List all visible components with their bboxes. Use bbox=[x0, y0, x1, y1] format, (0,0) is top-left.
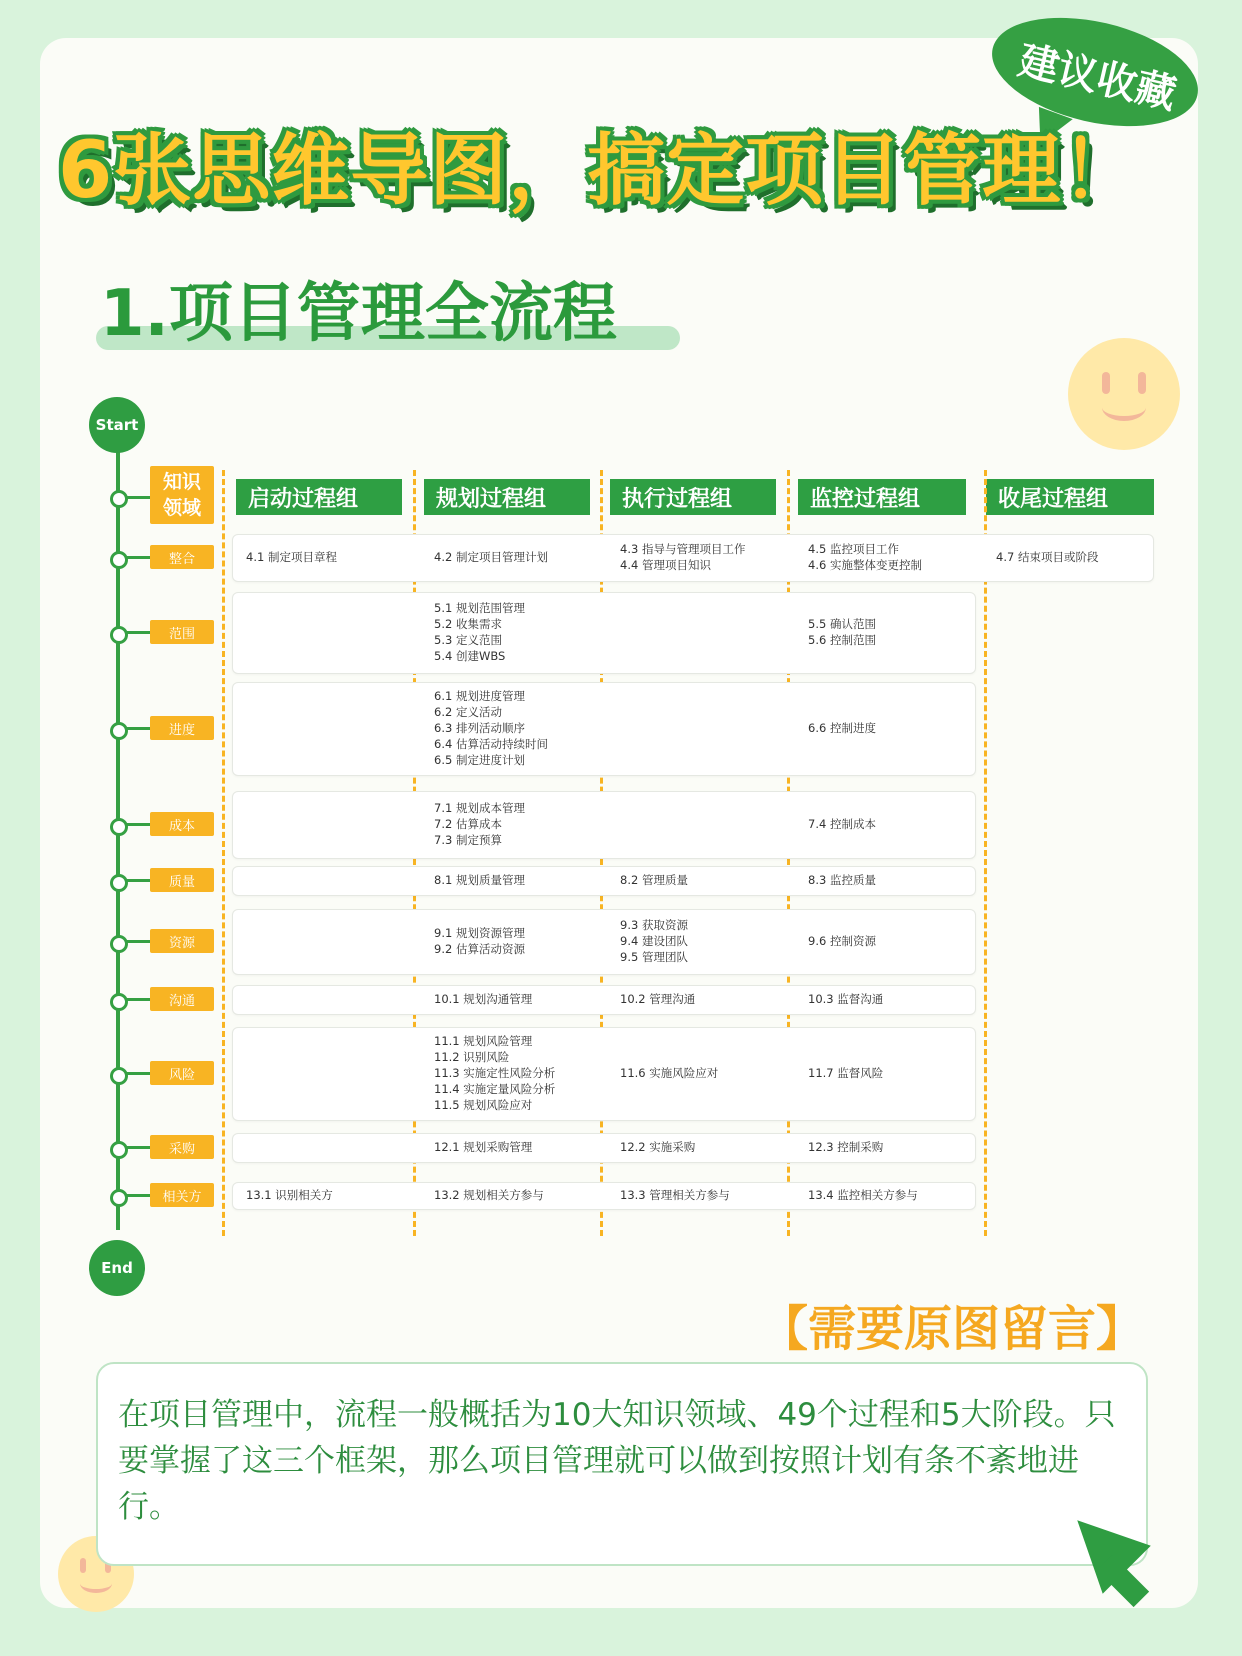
process-item: 6.5 制定进度计划 bbox=[434, 753, 525, 767]
process-cell bbox=[620, 917, 688, 965]
process-item: 9.5 管理团队 bbox=[620, 950, 688, 964]
knowledge-area-label: 采购 bbox=[150, 1135, 214, 1159]
node-connector bbox=[126, 556, 150, 559]
knowledge-area-label: 沟通 bbox=[150, 987, 214, 1011]
timeline-node bbox=[110, 722, 128, 740]
knowledge-area-label: 资源 bbox=[150, 929, 214, 953]
process-item: 5.5 确认范围 bbox=[808, 617, 876, 631]
process-item: 6.2 定义活动 bbox=[434, 705, 502, 719]
process-item: 4.5 监控项目工作 bbox=[808, 542, 899, 556]
process-cell bbox=[620, 991, 695, 1007]
process-cell bbox=[808, 991, 883, 1007]
process-item: 13.3 管理相关方参与 bbox=[620, 1188, 730, 1202]
node-connector bbox=[126, 940, 150, 943]
process-item: 7.3 制定预算 bbox=[434, 833, 502, 847]
process-cell bbox=[620, 872, 688, 888]
process-item: 9.2 估算活动资源 bbox=[434, 942, 525, 956]
process-cell bbox=[808, 1139, 883, 1155]
process-item: 11.5 规划风险应对 bbox=[434, 1098, 533, 1112]
node-connector bbox=[126, 727, 150, 730]
process-cell bbox=[620, 1065, 718, 1081]
process-item: 5.6 控制范围 bbox=[808, 633, 876, 647]
process-item: 7.2 估算成本 bbox=[434, 817, 502, 831]
process-item: 5.3 定义范围 bbox=[434, 633, 502, 647]
process-cell bbox=[808, 816, 876, 832]
process-item: 11.6 实施风险应对 bbox=[620, 1066, 719, 1080]
process-item: 8.2 管理质量 bbox=[620, 873, 688, 887]
process-cell bbox=[434, 1139, 532, 1155]
start-node: Start bbox=[89, 397, 145, 453]
knowledge-area-label: 整合 bbox=[150, 545, 214, 569]
process-item: 12.2 实施采购 bbox=[620, 1140, 696, 1154]
process-item: 9.6 控制资源 bbox=[808, 934, 876, 948]
node-connector bbox=[126, 823, 150, 826]
process-cell bbox=[808, 872, 876, 888]
process-cell bbox=[808, 541, 922, 573]
process-item: 12.3 控制采购 bbox=[808, 1140, 884, 1154]
process-item: 4.2 制定项目管理计划 bbox=[434, 550, 548, 564]
process-item: 11.4 实施定量风险分析 bbox=[434, 1082, 556, 1096]
process-cell bbox=[434, 991, 532, 1007]
node-connector bbox=[126, 879, 150, 882]
knowledge-area-label: 进度 bbox=[150, 716, 214, 740]
process-item: 11.2 识别风险 bbox=[434, 1050, 510, 1064]
timeline-node bbox=[110, 993, 128, 1011]
knowledge-area-label: 风险 bbox=[150, 1061, 214, 1085]
process-item: 6.6 控制进度 bbox=[808, 721, 876, 735]
process-cell bbox=[434, 1033, 555, 1113]
process-item: 7.4 控制成本 bbox=[808, 817, 876, 831]
process-item: 4.6 实施整体变更控制 bbox=[808, 558, 922, 572]
timeline-node bbox=[110, 1141, 128, 1159]
process-group-header: 规划过程组 bbox=[424, 479, 590, 515]
process-cell bbox=[434, 1187, 544, 1203]
process-item: 8.3 监控质量 bbox=[808, 873, 876, 887]
process-item: 4.1 制定项目章程 bbox=[246, 550, 337, 564]
process-group-header: 监控过程组 bbox=[798, 479, 966, 515]
timeline-node bbox=[110, 874, 128, 892]
process-item: 6.4 估算活动持续时间 bbox=[434, 737, 548, 751]
process-item: 13.2 规划相关方参与 bbox=[434, 1188, 544, 1202]
process-cell bbox=[808, 1187, 918, 1203]
process-item: 13.1 识别相关方 bbox=[246, 1188, 333, 1202]
timeline-node bbox=[110, 551, 128, 569]
process-cell bbox=[808, 616, 876, 648]
knowledge-area-label: 质量 bbox=[150, 868, 214, 892]
process-cell bbox=[996, 549, 1098, 565]
badge-text: 建议收藏 bbox=[1014, 37, 1181, 119]
process-cell bbox=[434, 600, 525, 664]
process-cell bbox=[620, 541, 745, 573]
process-cell bbox=[434, 925, 525, 957]
process-group-header: 启动过程组 bbox=[236, 479, 402, 515]
process-item: 6.1 规划进度管理 bbox=[434, 689, 525, 703]
column-divider bbox=[984, 470, 987, 1236]
knowledge-area-label: 成本 bbox=[150, 812, 214, 836]
process-item: 12.1 规划采购管理 bbox=[434, 1140, 533, 1154]
page-title: 6张思维导图，搞定项目管理！ bbox=[58, 126, 1141, 216]
knowledge-area-header-label: 知识领域 bbox=[162, 471, 201, 519]
process-item: 11.3 实施定性风险分析 bbox=[434, 1066, 556, 1080]
timeline-node bbox=[110, 1067, 128, 1085]
process-item: 5.2 收集需求 bbox=[434, 617, 502, 631]
node-connector bbox=[126, 1072, 150, 1075]
process-cell bbox=[808, 720, 876, 736]
process-cell bbox=[434, 549, 548, 565]
need-original-note: 【需要原图留言】 bbox=[760, 1301, 1145, 1357]
process-cell bbox=[434, 872, 525, 888]
knowledge-area-label: 范围 bbox=[150, 620, 214, 644]
end-node: End bbox=[89, 1240, 145, 1296]
process-item: 9.3 获取资源 bbox=[620, 918, 688, 932]
process-item: 10.2 管理沟通 bbox=[620, 992, 696, 1006]
timeline-node bbox=[110, 626, 128, 644]
section-title: 1.项目管理全流程 bbox=[100, 277, 617, 351]
process-item: 4.7 结束项目或阶段 bbox=[996, 550, 1099, 564]
process-cell bbox=[246, 549, 337, 565]
process-item: 4.3 指导与管理项目工作 bbox=[620, 542, 746, 556]
process-item: 6.3 排列活动顺序 bbox=[434, 721, 525, 735]
knowledge-area-label: 相关方 bbox=[150, 1183, 214, 1207]
process-cell bbox=[808, 1065, 883, 1081]
process-cell bbox=[246, 1187, 333, 1203]
column-divider bbox=[222, 470, 225, 1236]
process-cell bbox=[620, 1139, 695, 1155]
process-item: 10.3 监督沟通 bbox=[808, 992, 884, 1006]
process-group-header: 收尾过程组 bbox=[986, 479, 1154, 515]
process-item: 11.1 规划风险管理 bbox=[434, 1034, 533, 1048]
smiley-icon bbox=[1068, 338, 1180, 450]
process-item: 8.1 规划质量管理 bbox=[434, 873, 525, 887]
process-cell bbox=[808, 933, 876, 949]
timeline-node bbox=[110, 818, 128, 836]
node-connector bbox=[126, 1146, 150, 1149]
process-item: 9.1 规划资源管理 bbox=[434, 926, 525, 940]
process-item: 4.4 管理项目知识 bbox=[620, 558, 711, 572]
process-item: 7.1 规划成本管理 bbox=[434, 801, 525, 815]
process-cell bbox=[434, 688, 548, 768]
timeline-node bbox=[110, 490, 128, 508]
process-item: 13.4 监控相关方参与 bbox=[808, 1188, 918, 1202]
node-connector bbox=[126, 631, 150, 634]
process-group-header: 执行过程组 bbox=[610, 479, 776, 515]
timeline-node bbox=[110, 935, 128, 953]
process-item: 9.4 建设团队 bbox=[620, 934, 688, 948]
process-cell bbox=[434, 800, 525, 848]
process-cell bbox=[620, 1187, 730, 1203]
timeline-node bbox=[110, 1189, 128, 1207]
node-connector bbox=[126, 1194, 150, 1197]
process-item: 5.1 规划范围管理 bbox=[434, 601, 525, 615]
process-item: 10.1 规划沟通管理 bbox=[434, 992, 533, 1006]
node-connector bbox=[126, 496, 150, 499]
description-text: 在项目管理中，流程一般概括为10大知识领域、49个过程和5大阶段。只要掌握了这三个框架，那么项目管理就可以做到按照计划有条不紊地进行。 bbox=[118, 1397, 1116, 1525]
node-connector bbox=[126, 998, 150, 1001]
knowledge-area-header bbox=[150, 466, 214, 524]
process-item: 11.7 监督风险 bbox=[808, 1066, 884, 1080]
process-item: 5.4 创建WBS bbox=[434, 649, 506, 663]
